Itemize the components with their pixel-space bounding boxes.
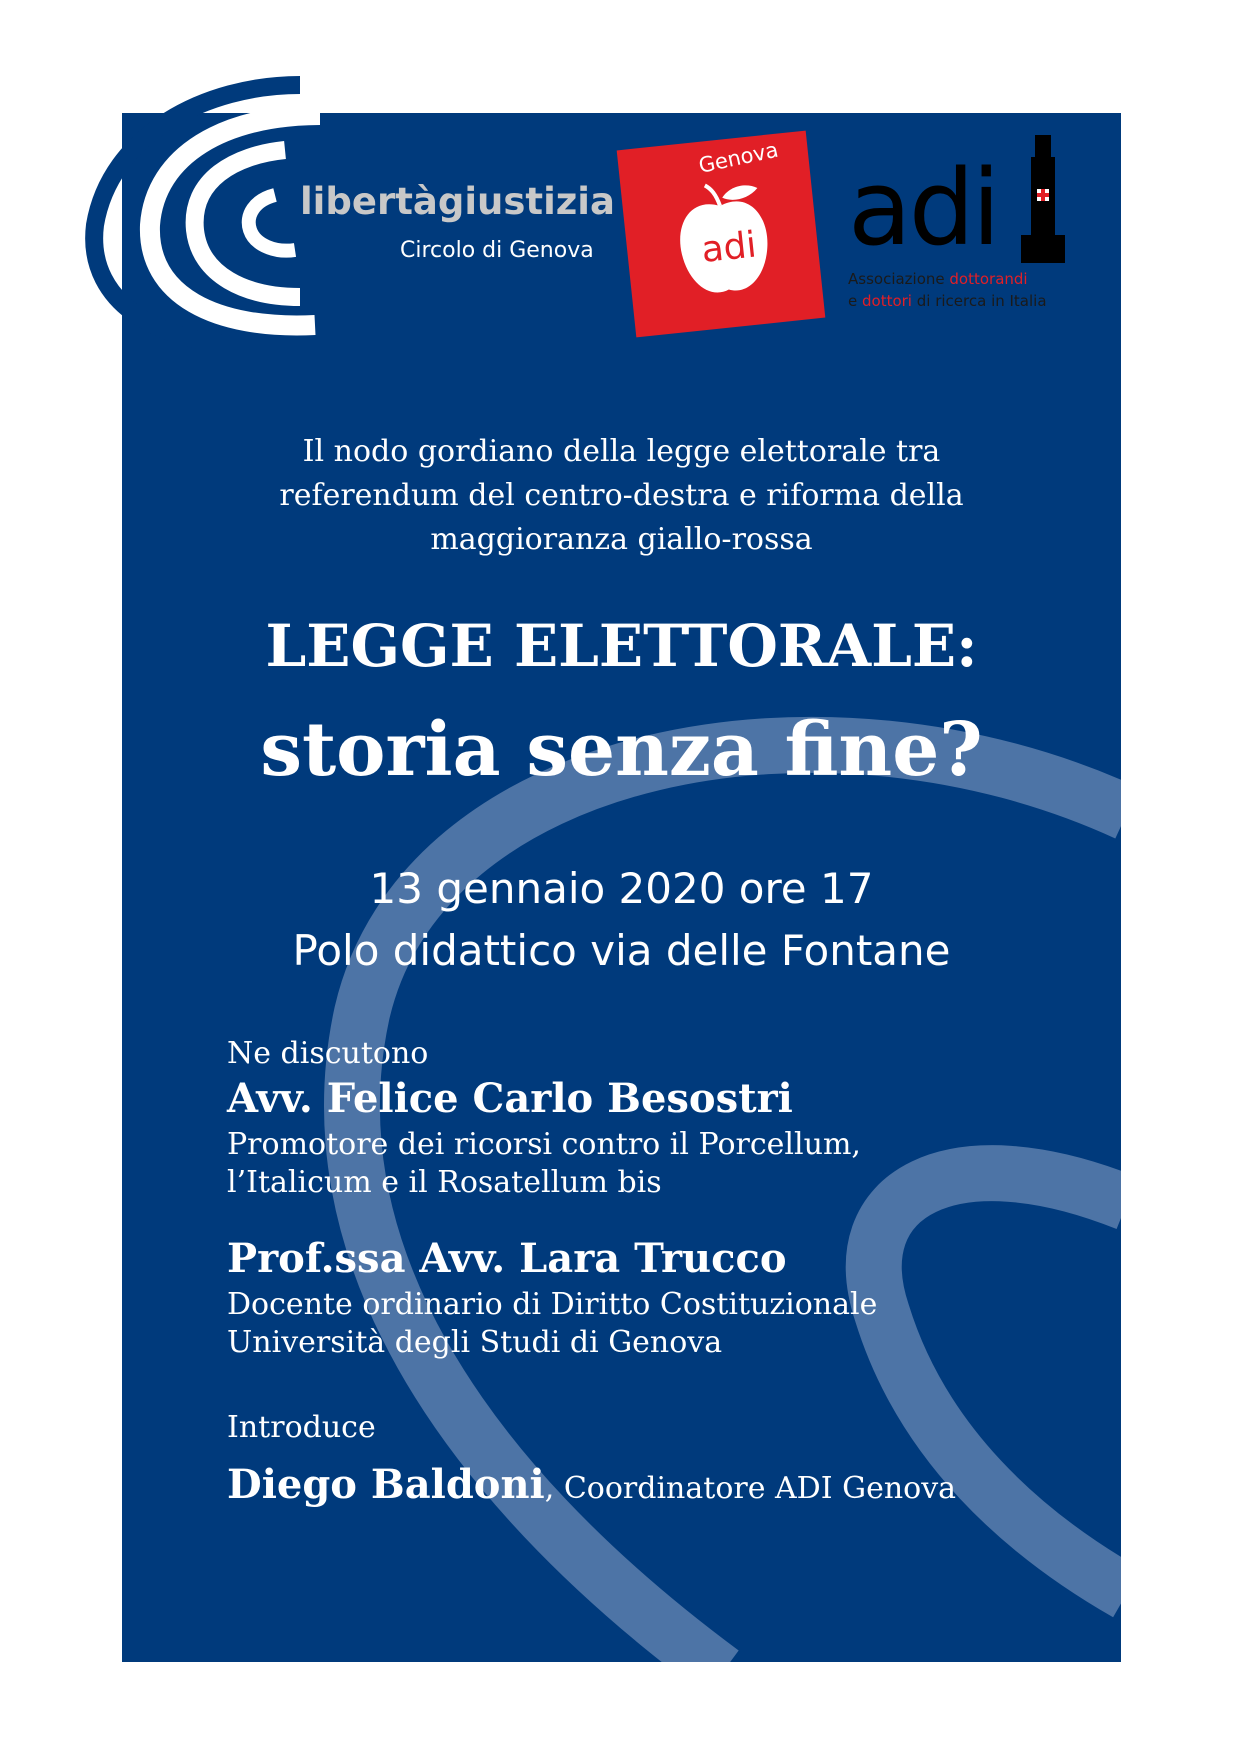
speaker-desc-line: Docente ordinario di Diritto Costituzionale	[227, 1287, 878, 1322]
adi-national-wordmark: adi	[848, 147, 998, 269]
libertagiustizia-circle-label: Circolo di Genova	[400, 238, 594, 263]
subtitle-line: Il nodo gordiano della legge elettorale tra	[302, 434, 941, 469]
adi-genova-label: Genova	[696, 137, 781, 178]
adi-sub-text: e	[848, 292, 862, 310]
subtitle-line: maggioranza giallo-rossa	[430, 522, 813, 557]
event-date-time: 13 gennaio 2020 ore 17	[369, 864, 874, 913]
adi-genova-logo	[617, 131, 826, 338]
speaker-name: Avv. Felice Carlo Besostri	[227, 1075, 793, 1122]
event-title: LEGGE ELETTORALE:	[265, 612, 978, 680]
libertagiustizia-wordmark: libertàgiustizia	[300, 180, 615, 223]
event-venue: Polo didattico via delle Fontane	[292, 926, 951, 975]
discussants-label: Ne discutono	[227, 1036, 429, 1071]
event-when-where	[122, 858, 1121, 982]
adi-national-subtitle	[848, 268, 1047, 312]
adi-sub-text: di ricerca in Italia	[911, 292, 1047, 310]
speaker-description	[227, 1126, 861, 1202]
adi-sub-highlight: dottori	[862, 292, 912, 310]
introducer-role: , Coordinatore ADI Genova	[544, 1471, 957, 1506]
event-subtitle	[122, 430, 1121, 562]
speaker-desc-line: l’Italicum e il Rosatellum bis	[227, 1165, 662, 1200]
event-title-question: storia senza fine?	[260, 707, 983, 793]
lighthouse-icon	[1013, 135, 1073, 263]
intro-label: Introduce	[227, 1410, 376, 1445]
speaker-desc-line: Università degli Studi di Genova	[227, 1325, 723, 1360]
speaker-name: Prof.ssa Avv. Lara Trucco	[227, 1235, 787, 1282]
subtitle-line: referendum del centro-destra e riforma della	[279, 478, 964, 513]
adi-genova-mark: adi	[699, 224, 759, 272]
introducer-line	[227, 1462, 956, 1512]
introducer-name: Diego Baldoni	[227, 1461, 545, 1508]
adi-sub-highlight: dottorandi	[949, 270, 1028, 288]
speaker-description	[227, 1286, 877, 1362]
adi-sub-text: Associazione	[848, 270, 950, 288]
speaker-desc-line: Promotore dei ricorsi contro il Porcellum,	[227, 1127, 861, 1162]
